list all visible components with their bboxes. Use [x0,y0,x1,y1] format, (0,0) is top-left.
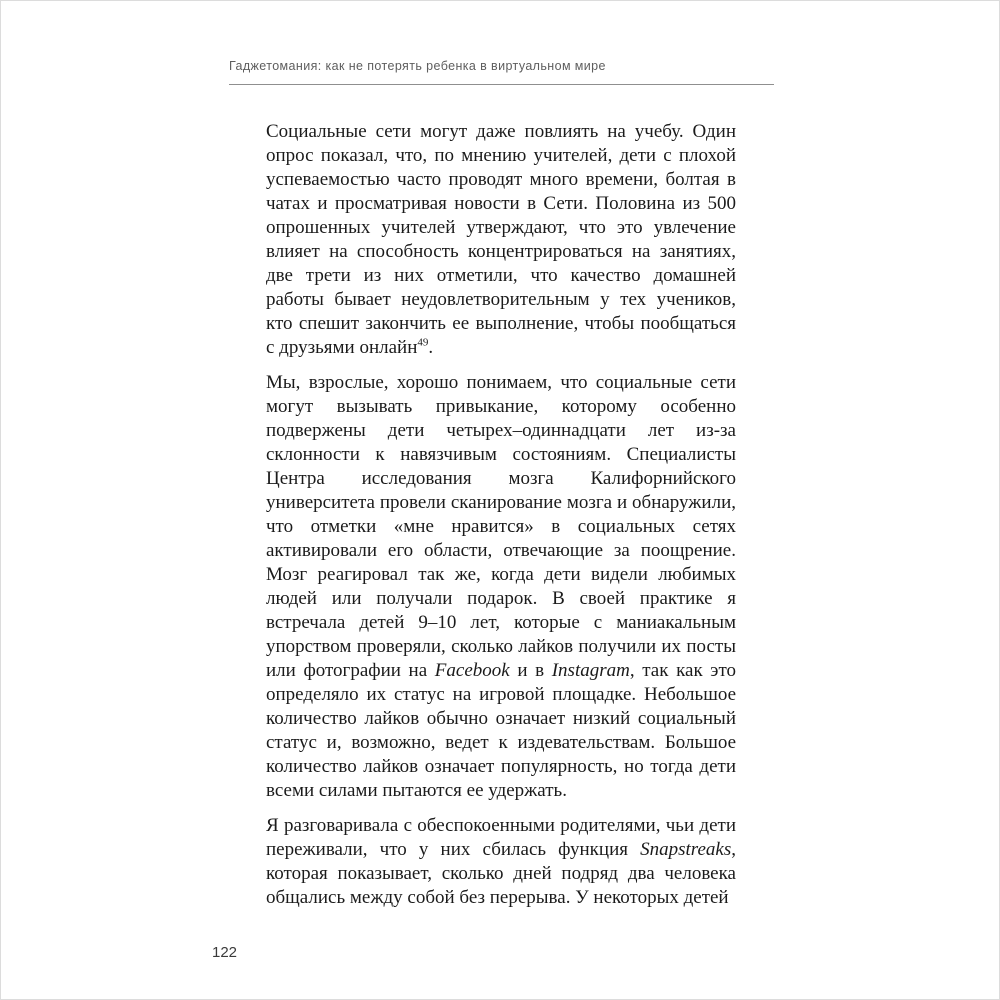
paragraph [266,814,736,910]
text-segment: , так как это определяло их статус на игровой площадке. Небольшое количество лайков обычно означает низкий социальный статус и, возможно, ведет к издевательствам. Большое количество лайков означает популярность, но тогда дети всеми силами пытаются ее удержать. [266,660,737,801]
text-block [266,120,736,921]
paragraph [266,120,736,360]
text-segment: . [428,337,434,358]
text-segment: Snapstreaks [640,839,732,860]
page-number: 122 [212,944,238,961]
text-segment: Мы, взрослые, хорошо понимаем, что социальные сети могут вызывать привыкание, которому особенно подвержены дети четырех–одиннадцати лет из-за склонности к навязчивым состояниям. Специалисты Центра исследования мозга Калифорнийского университета провели сканирование мозга и обнаружили, что отметки «мне нравится» в социальных сетях активировали его области, отвечающие за поощрение. Мозг реагировал так же, когда дети видели любимых людей или получали подарок. В своей практике я встречала детей 9–10 лет, которые с маниакальным упорством проверяли, сколько лайков получили их посты или фотографии на [266,372,736,681]
text-segment: и в [509,660,552,681]
text-segment: Instagram [551,660,630,681]
text-segment: Социальные сети могут даже повлиять на учебу. Один опрос показал, что, по мнению учителей, дети с плохой успеваемостью часто проводят много времени, болтая в чатах и просматривая новости в Сети. Половина из 500 опрошенных учителей утверждают, что это увлечение влияет на способность концентрироваться на занятиях, две трети из них отметили, что качество домашней работы бывает неудовлетворительным у тех учеников, кто спешит закончить ее выполнение, чтобы пообщаться с друзьями онлайн [266,121,736,358]
text-segment: Я разговаривала с обеспокоенными родителями, чьи дети переживали, что у них сбилась функция [266,815,736,860]
paragraph [266,371,736,803]
text-segment: , которая показывает, сколько дней подряд два человека общались между собой без перерыва. У некоторых детей [266,839,736,908]
running-header-text: Гаджетомания: как не потерять ребенка в виртуальном мире [229,59,606,73]
running-header [229,59,774,85]
footnote-reference: 49 [417,336,429,349]
text-segment: Facebook [434,660,510,681]
